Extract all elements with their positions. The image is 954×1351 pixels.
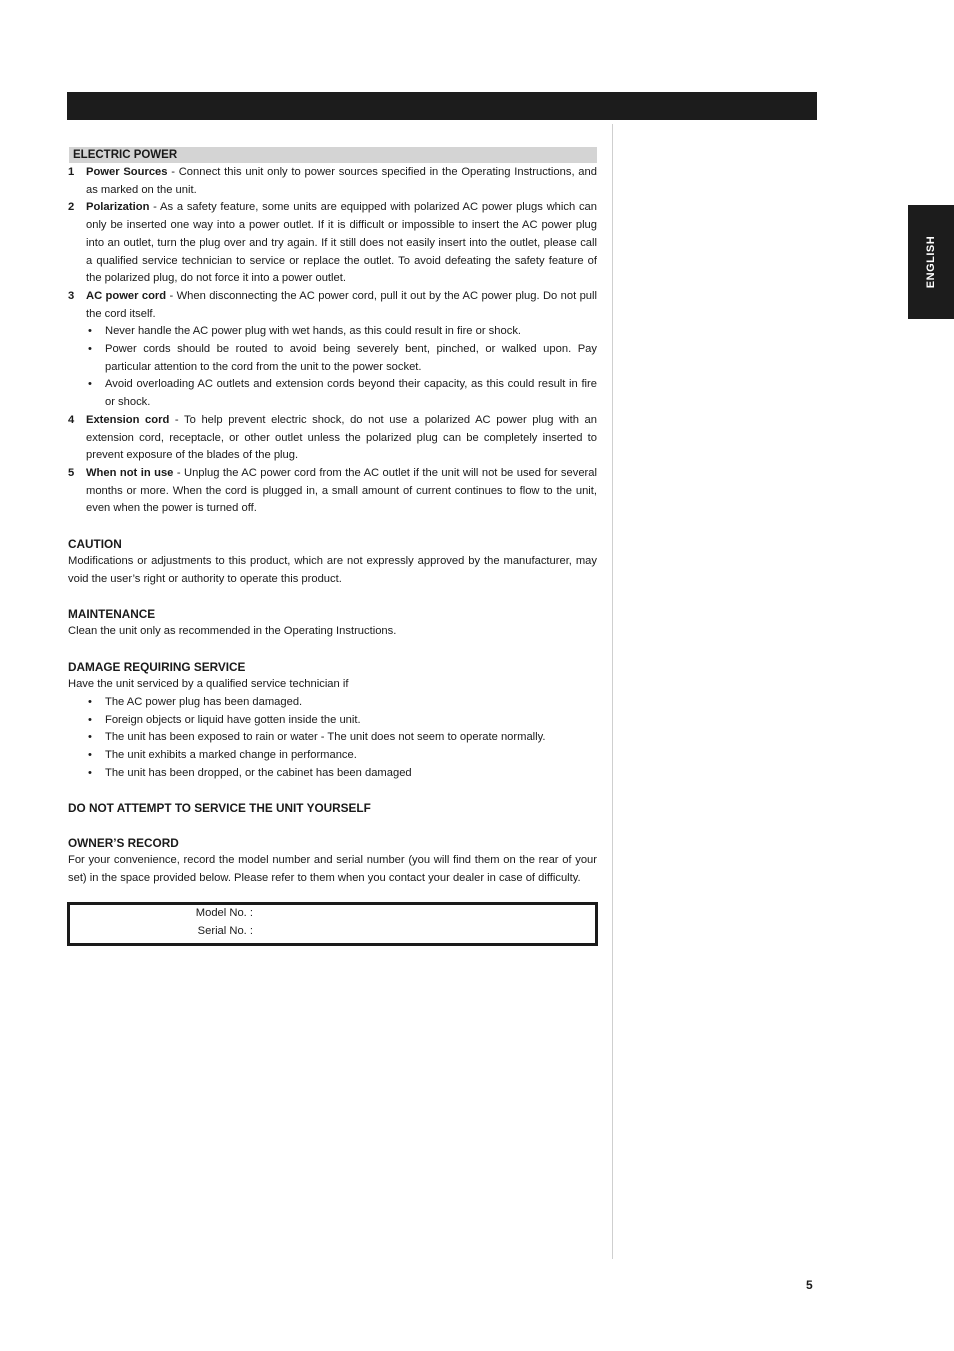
list-item-polarization [68,199,597,288]
bullet-item: • The AC power plug has been damaged. [88,694,597,712]
section-heading-maintenance: MAINTENANCE [68,607,156,622]
item-text: - Connect this unit only to power sources specified in the Operating Instructions, and as marked on the unit. [86,166,597,196]
page-number: 5 [806,1278,813,1292]
column-divider [612,124,613,1259]
item-term: When not in use [86,466,174,479]
language-tab-label: ENGLISH [925,235,937,289]
owners-record-text: For your convenience, record the model number and serial number (you will find them on the rear of your set) in the space provided below. Please refer to them when you contact your dealer in case of difficulty. [68,854,597,885]
language-tab [908,205,954,319]
list-item-ac-power-cord [68,288,597,323]
header-bar [67,92,817,120]
caution-text: Modifications or adjustments to this product, which are not expressly approved by the manufacturer, may void the user’s right or authority to operate this product. [68,555,597,585]
bullet-item: • The unit exhibits a marked change in performance. [88,747,597,765]
bullet-item: • Avoid overloading AC outlets and extension cords beyond their capacity, as this could result in fire or shock. [88,376,597,411]
main-content [68,147,597,946]
bullet-item: • The unit has been exposed to rain or water - The unit does not seem to operate normally. [88,729,597,747]
item-term: Polarization [86,201,150,214]
item-number: 4 [68,413,75,426]
list-item-power-sources [68,164,597,199]
item-term: Power Sources [86,166,168,178]
section-heading-no-service: DO NOT ATTEMPT TO SERVICE THE UNIT YOURSELF [68,801,371,816]
list-item-extension-cord [68,412,597,465]
model-number-label: Model No. : [195,906,253,919]
maintenance-text: Clean the unit only as recommended in the Operating Instructions. [68,625,397,638]
cord-bullet-list [68,323,597,412]
list-item-when-not-in-use [68,465,597,518]
item-number: 2 [68,201,75,214]
item-text: - When disconnecting the AC power cord, pull it out by the AC power plug. Do not pull the cord itself. [86,289,597,320]
item-number: 3 [68,289,75,302]
section-heading-caution: CAUTION [68,537,122,552]
item-term: AC power cord [86,289,167,302]
bullet-item: • Never handle the AC power plug with wet hands, as this could result in fire or shock. [88,323,597,341]
bullet-item: • The unit has been dropped, or the cabinet has been damaged [88,765,597,783]
bullet-item: • Foreign objects or liquid have gotten inside the unit. [88,712,597,730]
bullet-item: • Power cords should be routed to avoid being severely bent, pinched, or walked upon. Pay particular attention to the cord from the unit to the power socket. [88,341,597,376]
owners-record-box [67,902,598,946]
damage-bullet-list [68,694,597,783]
section-heading-damage: DAMAGE REQUIRING SERVICE [68,660,246,675]
item-text: - Unplug the AC power cord from the AC outlet if the unit will not be used for several months or more. When the cord is plugged in, a small amount of current continues to flow to the unit, even when the power is turned off. [86,466,597,515]
serial-number-label: Serial No. : [197,924,253,937]
damage-intro: Have the unit serviced by a qualified service technician if [68,678,349,691]
item-number: 1 [68,166,75,178]
section-heading-owners-record: OWNER’S RECORD [68,836,179,851]
item-text: - As a safety feature, some units are equipped with polarized AC power plugs which can only be inserted one way into a power outlet. If it is difficult or impossible to insert the AC power plug into an outlet, turn the plug over and try again. If it still does not easily insert into the outlet, please call a qualified service technician to service or replace the outlet. To avoid defeating the safety feature of the polarized plug, do not force it into a power outlet. [86,201,597,285]
item-number: 5 [68,466,75,479]
section-heading-electric-power: ELECTRIC POWER [69,147,597,163]
item-text: - To help prevent electric shock, do not use a polarized AC power plug with an extension cord, receptacle, or other outlet unless the polarized plug can be completely inserted to prevent exposure of the blades of the plug. [86,413,597,462]
item-term: Extension cord [86,413,170,426]
